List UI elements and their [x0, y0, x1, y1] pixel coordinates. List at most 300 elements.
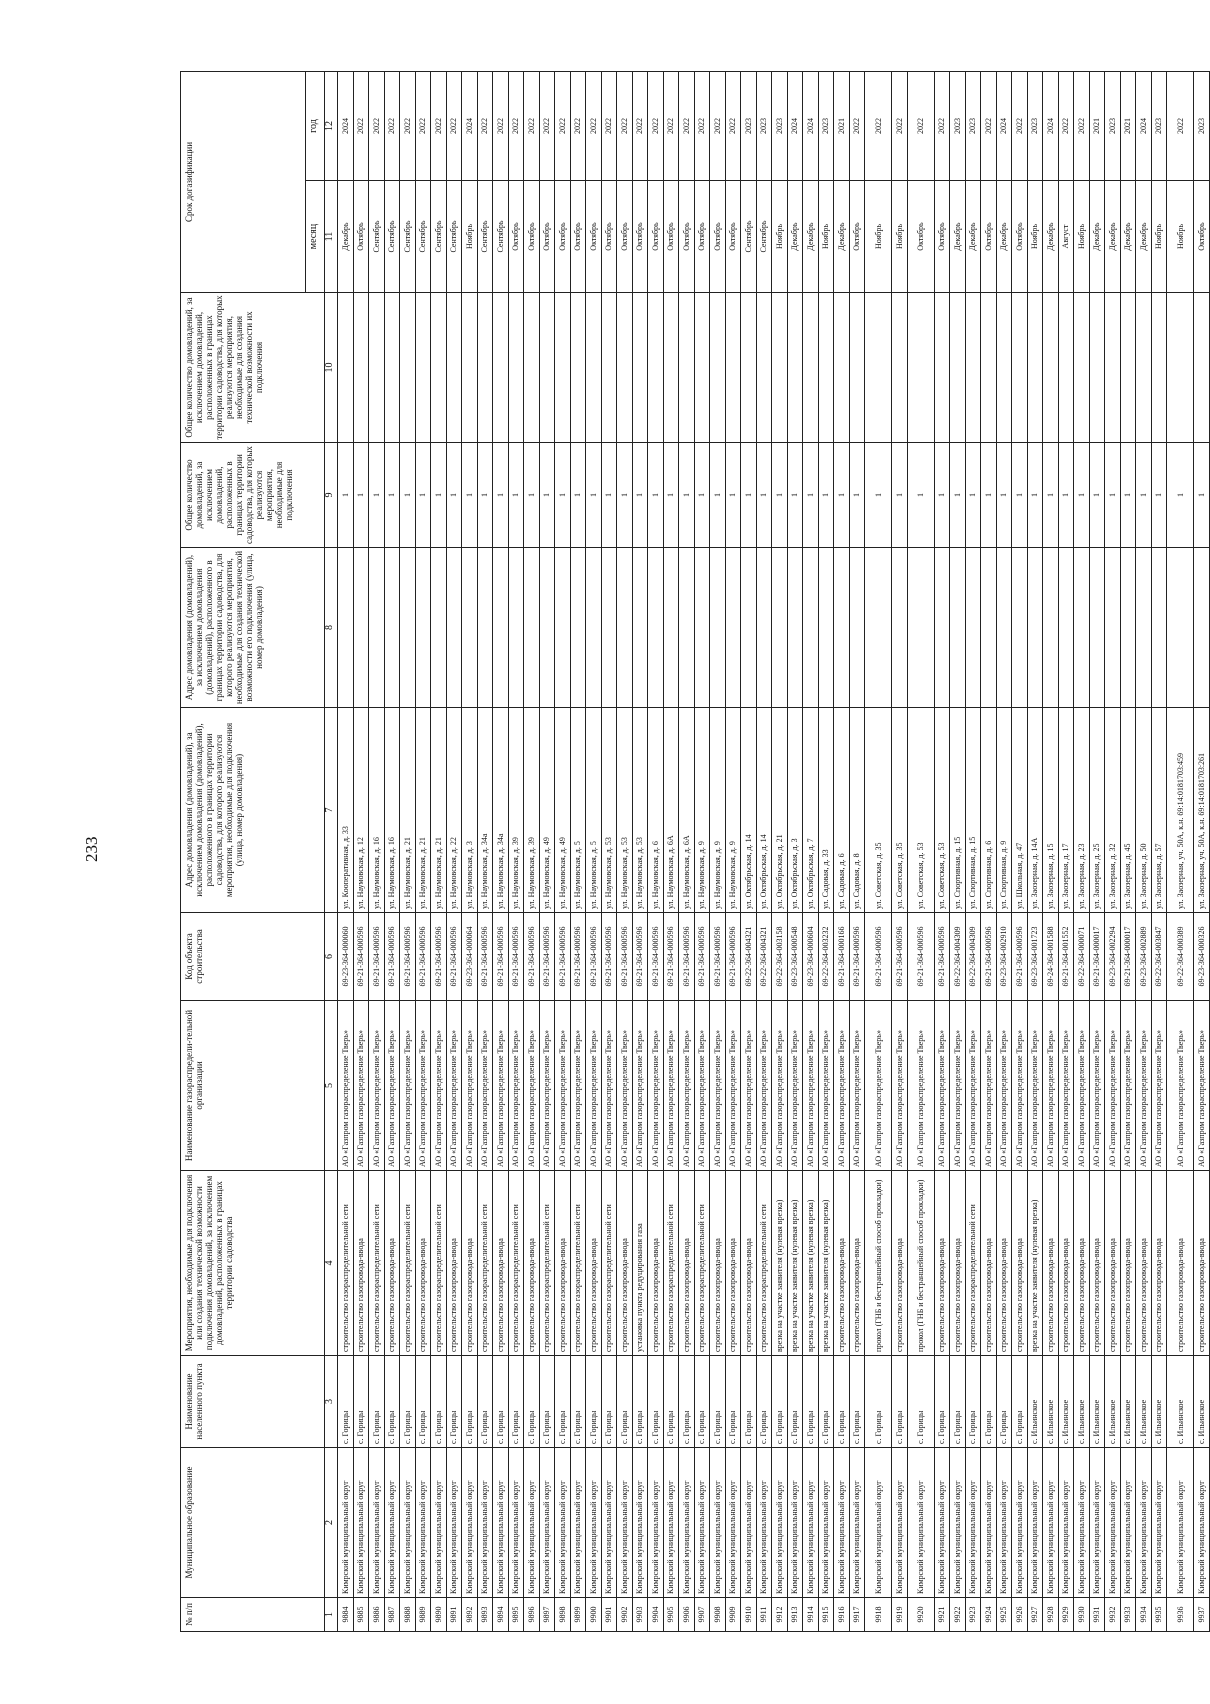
- cell-municipality: Кимрский муниципальный округ: [725, 1448, 741, 1598]
- cell-row-number: 9925: [996, 1598, 1012, 1632]
- cell-count-connection: 1: [1105, 443, 1121, 548]
- cell-deadline-month: Декабрь: [1120, 181, 1136, 293]
- table-row: [570, 72, 586, 1632]
- cell-object-code: 69-22-364-003232: [818, 913, 834, 1001]
- cell-count-connection: 1: [679, 443, 695, 548]
- cell-settlement: с. Горицы: [996, 1356, 1012, 1448]
- cell-count-tech: [1012, 293, 1028, 443]
- cell-organization: АО «Газпром газораспределение Тверь»: [710, 1001, 726, 1171]
- cell-deadline-month: Сентябрь: [446, 181, 462, 293]
- cell-address-tech: [772, 548, 788, 708]
- cell-organization: АО «Газпром газораспределение Тверь»: [1012, 1001, 1028, 1171]
- cell-address-connection: ул. Наумовская, д. 6А: [679, 708, 695, 913]
- cell-row-number: 9897: [539, 1598, 555, 1632]
- cell-count-connection: 1: [965, 443, 981, 548]
- cell-address-tech: [818, 548, 834, 708]
- cell-object-code: 69-23-364-000548: [787, 913, 803, 1001]
- cell-address-connection: ул. Наумовская, д. 21: [415, 708, 431, 913]
- cell-address-tech: [353, 548, 369, 708]
- cell-municipality: Кимрский муниципальный округ: [907, 1448, 934, 1598]
- cell-address-connection: ул. Октябрьская, д. 14: [756, 708, 772, 913]
- cell-municipality: Кимрский муниципальный округ: [493, 1448, 509, 1598]
- cell-organization: АО «Газпром газораспределение Тверь»: [1136, 1001, 1152, 1171]
- cell-deadline-month: Сентябрь: [477, 181, 493, 293]
- cell-deadline-month: Ноябрь: [892, 181, 908, 293]
- cell-deadline-month: Ноябрь: [1027, 181, 1043, 293]
- header-measures: Мероприятия, необходимые для подключения или создания технической возможности подключения домовладений, за исключением домовладений, расположенных в границах территории садоводства: [181, 1171, 325, 1356]
- cell-organization: АО «Газпром газораспределение Тверь»: [1074, 1001, 1090, 1171]
- cell-measure: строительство газораспределительной сети: [756, 1171, 772, 1356]
- cell-address-tech: [907, 548, 934, 708]
- cell-object-code: 69-22-364-004321: [741, 913, 757, 1001]
- cell-row-number: 9894: [493, 1598, 509, 1632]
- cell-object-code: 69-21-364-000596: [710, 913, 726, 1001]
- cell-settlement: с. Горицы: [741, 1356, 757, 1448]
- cell-row-number: 9903: [632, 1598, 648, 1632]
- cell-deadline-year: 2024: [787, 72, 803, 181]
- cell-row-number: 9927: [1027, 1598, 1043, 1632]
- cell-address-connection: ул. Садовая, д. 8: [849, 708, 865, 913]
- cell-address-tech: [1058, 548, 1074, 708]
- cell-municipality: Кимрский муниципальный округ: [865, 1448, 892, 1598]
- cell-count-tech: [1136, 293, 1152, 443]
- cell-deadline-month: Октябрь: [508, 181, 524, 293]
- header-organization: Наименование газораспредели-тельной организации: [181, 1001, 325, 1171]
- cell-address-tech: [1167, 548, 1194, 708]
- cell-object-code: 69-21-364-000596: [400, 913, 416, 1001]
- cell-deadline-year: 2022: [477, 72, 493, 181]
- cell-deadline-month: Октябрь: [710, 181, 726, 293]
- cell-measure: строительство газопровода-ввода: [849, 1171, 865, 1356]
- cell-settlement: с. Горицы: [632, 1356, 648, 1448]
- cell-settlement: с. Ильинское: [1058, 1356, 1074, 1448]
- cell-settlement: с. Горицы: [772, 1356, 788, 1448]
- cell-settlement: с. Горицы: [892, 1356, 908, 1448]
- cell-address-tech: [950, 548, 966, 708]
- cell-count-tech: [570, 293, 586, 443]
- cell-deadline-year: 2022: [907, 72, 934, 181]
- cell-address-tech: [400, 548, 416, 708]
- cell-address-connection: ул. Наумовская, д. 9: [710, 708, 726, 913]
- cell-municipality: Кимрский муниципальный округ: [1136, 1448, 1152, 1598]
- cell-municipality: Кимрский муниципальный округ: [508, 1448, 524, 1598]
- cell-object-code: 69-21-364-001552: [1058, 913, 1074, 1001]
- cell-row-number: 9919: [892, 1598, 908, 1632]
- cell-count-connection: 1: [756, 443, 772, 548]
- table-row: [1120, 72, 1136, 1632]
- cell-count-tech: [1167, 293, 1194, 443]
- cell-measure: строительство газопровода-ввода: [555, 1171, 571, 1356]
- cell-row-number: 9936: [1167, 1598, 1194, 1632]
- cell-deadline-year: 2021: [834, 72, 850, 181]
- cell-address-tech: [1136, 548, 1152, 708]
- cell-object-code: 69-21-364-000596: [617, 913, 633, 1001]
- column-number: 2: [325, 1448, 338, 1598]
- cell-count-connection: 1: [787, 443, 803, 548]
- cell-row-number: 9884: [338, 1598, 354, 1632]
- cell-settlement: с. Ильинское: [1089, 1356, 1105, 1448]
- cell-organization: АО «Газпром газораспределение Тверь»: [1151, 1001, 1167, 1171]
- cell-deadline-year: 2022: [446, 72, 462, 181]
- cell-organization: АО «Газпром газораспределение Тверь»: [694, 1001, 710, 1171]
- cell-settlement: с. Горицы: [756, 1356, 772, 1448]
- cell-municipality: Кимрский муниципальный округ: [756, 1448, 772, 1598]
- cell-row-number: 9913: [787, 1598, 803, 1632]
- cell-deadline-month: Октябрь: [694, 181, 710, 293]
- cell-organization: АО «Газпром газораспределение Тверь»: [462, 1001, 478, 1171]
- cell-settlement: с. Горицы: [981, 1356, 997, 1448]
- cell-measure: строительство газопровода-ввода: [446, 1171, 462, 1356]
- cell-organization: АО «Газпром газораспределение Тверь»: [1089, 1001, 1105, 1171]
- cell-object-code: 69-21-364-000017: [1120, 913, 1136, 1001]
- cell-address-connection: ул. Наумовская, д. 3: [462, 708, 478, 913]
- cell-settlement: с. Горицы: [710, 1356, 726, 1448]
- cell-address-tech: [632, 548, 648, 708]
- cell-address-connection: ул. Наумовская, д. 49: [555, 708, 571, 913]
- cell-deadline-year: 2023: [1105, 72, 1121, 181]
- cell-organization: АО «Газпром газораспределение Тверь»: [950, 1001, 966, 1171]
- cell-address-connection: ул. Спортивная, д. 9: [996, 708, 1012, 913]
- cell-count-tech: [338, 293, 354, 443]
- cell-settlement: с. Ильинское: [1027, 1356, 1043, 1448]
- cell-address-tech: [415, 548, 431, 708]
- cell-municipality: Кимрский муниципальный округ: [1120, 1448, 1136, 1598]
- cell-row-number: 9899: [570, 1598, 586, 1632]
- cell-settlement: с. Горицы: [849, 1356, 865, 1448]
- cell-organization: АО «Газпром газораспределение Тверь»: [679, 1001, 695, 1171]
- cell-row-number: 9915: [818, 1598, 834, 1632]
- cell-deadline-month: Ноябрь: [818, 181, 834, 293]
- cell-measure: строительство газопровода-ввода: [617, 1171, 633, 1356]
- cell-row-number: 9932: [1105, 1598, 1121, 1632]
- cell-deadline-month: Сентябрь: [741, 181, 757, 293]
- cell-object-code: 69-23-364-000326: [1194, 913, 1210, 1001]
- cell-settlement: с. Ильинское: [1194, 1356, 1210, 1448]
- cell-settlement: с. Горицы: [415, 1356, 431, 1448]
- cell-object-code: 69-22-364-000389: [1167, 913, 1194, 1001]
- cell-organization: АО «Газпром газораспределение Тверь»: [663, 1001, 679, 1171]
- cell-measure: врезка на участке заявителя (нулевая врезка): [818, 1171, 834, 1356]
- cell-row-number: 9910: [741, 1598, 757, 1632]
- table-row: [1043, 72, 1059, 1632]
- cell-organization: АО «Газпром газораспределение Тверь»: [934, 1001, 950, 1171]
- cell-municipality: Кимрский муниципальный округ: [601, 1448, 617, 1598]
- cell-address-tech: [694, 548, 710, 708]
- cell-deadline-year: 2023: [818, 72, 834, 181]
- column-numbers-row: [325, 72, 338, 1632]
- cell-count-connection: 1: [539, 443, 555, 548]
- cell-deadline-month: Сентябрь: [756, 181, 772, 293]
- cell-count-tech: [369, 293, 385, 443]
- cell-settlement: с. Горицы: [950, 1356, 966, 1448]
- cell-count-tech: [892, 293, 908, 443]
- cell-address-tech: [1089, 548, 1105, 708]
- cell-deadline-year: 2022: [524, 72, 540, 181]
- cell-address-tech: [570, 548, 586, 708]
- cell-count-connection: 1: [1194, 443, 1210, 548]
- cell-deadline-month: Сентябрь: [493, 181, 509, 293]
- column-number: 4: [325, 1171, 338, 1356]
- cell-organization: АО «Газпром газораспределение Тверь»: [741, 1001, 757, 1171]
- cell-measure: строительство газопровода-ввода: [1012, 1171, 1028, 1356]
- cell-measure: строительство газопровода-ввода: [1167, 1171, 1194, 1356]
- cell-count-connection: 1: [1043, 443, 1059, 548]
- cell-address-connection: ул. Октябрьская, д. 3: [787, 708, 803, 913]
- table-row: [934, 72, 950, 1632]
- cell-address-connection: ул. Кооперативная, д. 33: [338, 708, 354, 913]
- cell-count-connection: 1: [431, 443, 447, 548]
- cell-measure: строительство газопровода-ввода: [1194, 1171, 1210, 1356]
- cell-object-code: 69-23-364-000060: [338, 913, 354, 1001]
- cell-measure: врезка на участке заявителя (нулевая врезка): [1027, 1171, 1043, 1356]
- cell-address-tech: [741, 548, 757, 708]
- cell-municipality: Кимрский муниципальный округ: [1167, 1448, 1194, 1598]
- cell-deadline-month: Октябрь: [981, 181, 997, 293]
- cell-organization: АО «Газпром газораспределение Тверь»: [648, 1001, 664, 1171]
- cell-count-connection: 1: [996, 443, 1012, 548]
- cell-municipality: Кимрский муниципальный округ: [524, 1448, 540, 1598]
- cell-count-tech: [849, 293, 865, 443]
- cell-measure: строительство газопровода-ввода: [648, 1171, 664, 1356]
- cell-object-code: 69-21-364-000596: [477, 913, 493, 1001]
- cell-deadline-month: Октябрь: [586, 181, 602, 293]
- cell-object-code: 69-21-364-000596: [679, 913, 695, 1001]
- header-object-code: Код объекта строительства: [181, 913, 325, 1001]
- cell-count-tech: [1151, 293, 1167, 443]
- table-row: [1151, 72, 1167, 1632]
- cell-row-number: 9893: [477, 1598, 493, 1632]
- cell-object-code: 69-21-364-000596: [1012, 913, 1028, 1001]
- cell-row-number: 9892: [462, 1598, 478, 1632]
- cell-count-connection: 1: [1012, 443, 1028, 548]
- cell-address-connection: ул. Октябрьская, д. 14: [741, 708, 757, 913]
- cell-settlement: с. Горицы: [353, 1356, 369, 1448]
- cell-deadline-year: 2022: [415, 72, 431, 181]
- cell-address-tech: [586, 548, 602, 708]
- cell-row-number: 9905: [663, 1598, 679, 1632]
- cell-row-number: 9896: [524, 1598, 540, 1632]
- cell-organization: АО «Газпром газораспределение Тверь»: [1120, 1001, 1136, 1171]
- cell-deadline-month: Октябрь: [601, 181, 617, 293]
- cell-row-number: 9929: [1058, 1598, 1074, 1632]
- cell-address-connection: ул. Советская, д. 53: [907, 708, 934, 913]
- table-row: [834, 72, 850, 1632]
- cell-measure: строительство газопровода-ввода: [725, 1171, 741, 1356]
- cell-address-connection: ул. Наумовская, д. 21: [431, 708, 447, 913]
- cell-count-connection: 1: [818, 443, 834, 548]
- cell-object-code: 69-22-364-000071: [1074, 913, 1090, 1001]
- cell-object-code: 69-21-364-000596: [601, 913, 617, 1001]
- cell-deadline-month: Октябрь: [679, 181, 695, 293]
- cell-address-tech: [446, 548, 462, 708]
- cell-municipality: Кимрский муниципальный округ: [555, 1448, 571, 1598]
- cell-address-connection: ул. Наумовская, д. 53: [632, 708, 648, 913]
- cell-municipality: Кимрский муниципальный округ: [586, 1448, 602, 1598]
- cell-address-tech: [934, 548, 950, 708]
- cell-count-connection: 1: [338, 443, 354, 548]
- cell-object-code: 69-21-364-000596: [663, 913, 679, 1001]
- cell-row-number: 9911: [756, 1598, 772, 1632]
- table-row: [586, 72, 602, 1632]
- cell-address-tech: [725, 548, 741, 708]
- cell-count-connection: 1: [1120, 443, 1136, 548]
- cell-address-connection: ул. Заозерная, д. 15: [1043, 708, 1059, 913]
- cell-count-connection: 1: [907, 443, 934, 548]
- cell-settlement: с. Горицы: [679, 1356, 695, 1448]
- cell-deadline-year: 2023: [965, 72, 981, 181]
- cell-municipality: Кимрский муниципальный округ: [384, 1448, 400, 1598]
- cell-organization: АО «Газпром газораспределение Тверь»: [772, 1001, 788, 1171]
- cell-measure: строительство газораспределительной сети: [338, 1171, 354, 1356]
- gasification-table: [180, 71, 1210, 1632]
- cell-municipality: Кимрский муниципальный округ: [710, 1448, 726, 1598]
- cell-municipality: Кимрский муниципальный округ: [369, 1448, 385, 1598]
- cell-settlement: с. Горицы: [648, 1356, 664, 1448]
- cell-organization: АО «Газпром газораспределение Тверь»: [570, 1001, 586, 1171]
- cell-count-tech: [865, 293, 892, 443]
- header-settlement: Наименование населенного пункта: [181, 1356, 325, 1448]
- cell-deadline-year: 2022: [1058, 72, 1074, 181]
- cell-count-tech: [431, 293, 447, 443]
- cell-address-tech: [338, 548, 354, 708]
- cell-municipality: Кимрский муниципальный округ: [694, 1448, 710, 1598]
- column-number: 3: [325, 1356, 338, 1448]
- table-row: [524, 72, 540, 1632]
- cell-count-tech: [586, 293, 602, 443]
- cell-organization: АО «Газпром газораспределение Тверь»: [617, 1001, 633, 1171]
- cell-settlement: с. Ильинское: [1043, 1356, 1059, 1448]
- table-row: [1167, 72, 1194, 1632]
- cell-municipality: Кимрский муниципальный округ: [648, 1448, 664, 1598]
- cell-deadline-month: Декабрь: [1105, 181, 1121, 293]
- table-row: [1194, 72, 1210, 1632]
- cell-settlement: с. Горицы: [539, 1356, 555, 1448]
- cell-object-code: 69-22-364-004309: [950, 913, 966, 1001]
- cell-municipality: Кимрский муниципальный округ: [1151, 1448, 1167, 1598]
- cell-count-tech: [772, 293, 788, 443]
- cell-municipality: Кимрский муниципальный округ: [400, 1448, 416, 1598]
- cell-count-connection: 1: [415, 443, 431, 548]
- cell-settlement: с. Горицы: [462, 1356, 478, 1448]
- table-row: [849, 72, 865, 1632]
- table-row: [803, 72, 819, 1632]
- cell-count-connection: 1: [741, 443, 757, 548]
- cell-address-connection: ул. Заозерная, д. 57: [1151, 708, 1167, 913]
- cell-settlement: с. Горицы: [617, 1356, 633, 1448]
- column-number: 7: [325, 708, 338, 913]
- cell-measure: врезка на участке заявителя (нулевая врезка): [772, 1171, 788, 1356]
- cell-deadline-month: Октябрь: [907, 181, 934, 293]
- cell-settlement: с. Горицы: [803, 1356, 819, 1448]
- cell-deadline-month: Октябрь: [353, 181, 369, 293]
- table-row: [1105, 72, 1121, 1632]
- cell-municipality: Кимрский муниципальный округ: [934, 1448, 950, 1598]
- cell-address-connection: ул. Наумовская, д. 21: [400, 708, 416, 913]
- cell-row-number: 9921: [934, 1598, 950, 1632]
- cell-count-tech: [834, 293, 850, 443]
- cell-count-tech: [1105, 293, 1121, 443]
- cell-address-tech: [524, 548, 540, 708]
- cell-deadline-year: 2022: [1012, 72, 1028, 181]
- cell-measure: строительство газопровода-ввода: [586, 1171, 602, 1356]
- cell-row-number: 9886: [369, 1598, 385, 1632]
- cell-measure: строительство газораспределительной сети: [539, 1171, 555, 1356]
- header-deadline: Срок догазификации: [181, 72, 306, 293]
- cell-municipality: Кимрский муниципальный округ: [632, 1448, 648, 1598]
- cell-count-connection: 1: [1151, 443, 1167, 548]
- cell-count-tech: [524, 293, 540, 443]
- cell-measure: строительство газопровода-ввода: [1105, 1171, 1121, 1356]
- cell-deadline-month: Октябрь: [539, 181, 555, 293]
- cell-deadline-month: Октябрь: [725, 181, 741, 293]
- cell-count-connection: 1: [710, 443, 726, 548]
- cell-deadline-year: 2024: [996, 72, 1012, 181]
- cell-measure: строительство газопровода-ввода: [1089, 1171, 1105, 1356]
- table-row: [756, 72, 772, 1632]
- cell-address-tech: [617, 548, 633, 708]
- cell-organization: АО «Газпром газораспределение Тверь»: [384, 1001, 400, 1171]
- cell-measure: строительство газопровода-ввода: [679, 1171, 695, 1356]
- cell-organization: АО «Газпром газораспределение Тверь»: [586, 1001, 602, 1171]
- cell-count-connection: 1: [446, 443, 462, 548]
- cell-address-connection: ул. Спортивная, д. 15: [965, 708, 981, 913]
- cell-row-number: 9887: [384, 1598, 400, 1632]
- cell-object-code: 69-22-364-004309: [965, 913, 981, 1001]
- cell-municipality: Кимрский муниципальный округ: [415, 1448, 431, 1598]
- cell-deadline-year: 2023: [1194, 72, 1210, 181]
- table-row: [508, 72, 524, 1632]
- cell-organization: АО «Газпром газораспределение Тверь»: [1105, 1001, 1121, 1171]
- cell-municipality: Кимрский муниципальный округ: [996, 1448, 1012, 1598]
- cell-count-connection: 1: [555, 443, 571, 548]
- cell-settlement: с. Ильинское: [1167, 1356, 1194, 1448]
- cell-object-code: 69-21-364-000596: [725, 913, 741, 1001]
- cell-municipality: Кимрский муниципальный округ: [950, 1448, 966, 1598]
- cell-deadline-year: 2022: [570, 72, 586, 181]
- cell-organization: АО «Газпром газораспределение Тверь»: [369, 1001, 385, 1171]
- cell-row-number: 9935: [1151, 1598, 1167, 1632]
- cell-count-tech: [1058, 293, 1074, 443]
- cell-count-connection: 1: [1167, 443, 1194, 548]
- cell-measure: строительство газопровода-ввода: [741, 1171, 757, 1356]
- cell-object-code: 69-23-364-000604: [803, 913, 819, 1001]
- cell-deadline-month: Октябрь: [555, 181, 571, 293]
- cell-deadline-month: Декабрь: [787, 181, 803, 293]
- cell-object-code: 69-23-364-002889: [1136, 913, 1152, 1001]
- cell-measure: строительство газопровода-ввода: [415, 1171, 431, 1356]
- cell-municipality: Кимрский муниципальный округ: [1058, 1448, 1074, 1598]
- cell-measure: строительство газопровода-ввода: [1058, 1171, 1074, 1356]
- cell-count-tech: [384, 293, 400, 443]
- cell-count-connection: 1: [570, 443, 586, 548]
- cell-municipality: Кимрский муниципальный округ: [803, 1448, 819, 1598]
- cell-measure: врезка на участке заявителя (нулевая врезка): [787, 1171, 803, 1356]
- table-row: [787, 72, 803, 1632]
- cell-row-number: 9914: [803, 1598, 819, 1632]
- cell-count-connection: 1: [462, 443, 478, 548]
- cell-count-connection: 1: [803, 443, 819, 548]
- cell-settlement: с. Ильинское: [1136, 1356, 1152, 1448]
- cell-municipality: Кимрский муниципальный округ: [818, 1448, 834, 1598]
- cell-deadline-year: 2024: [462, 72, 478, 181]
- cell-row-number: 9933: [1120, 1598, 1136, 1632]
- cell-count-tech: [1120, 293, 1136, 443]
- cell-row-number: 9912: [772, 1598, 788, 1632]
- cell-municipality: Кимрский муниципальный округ: [1194, 1448, 1210, 1598]
- cell-object-code: 69-22-364-004321: [756, 913, 772, 1001]
- cell-deadline-month: Декабрь: [1043, 181, 1059, 293]
- cell-organization: АО «Газпром газораспределение Тверь»: [892, 1001, 908, 1171]
